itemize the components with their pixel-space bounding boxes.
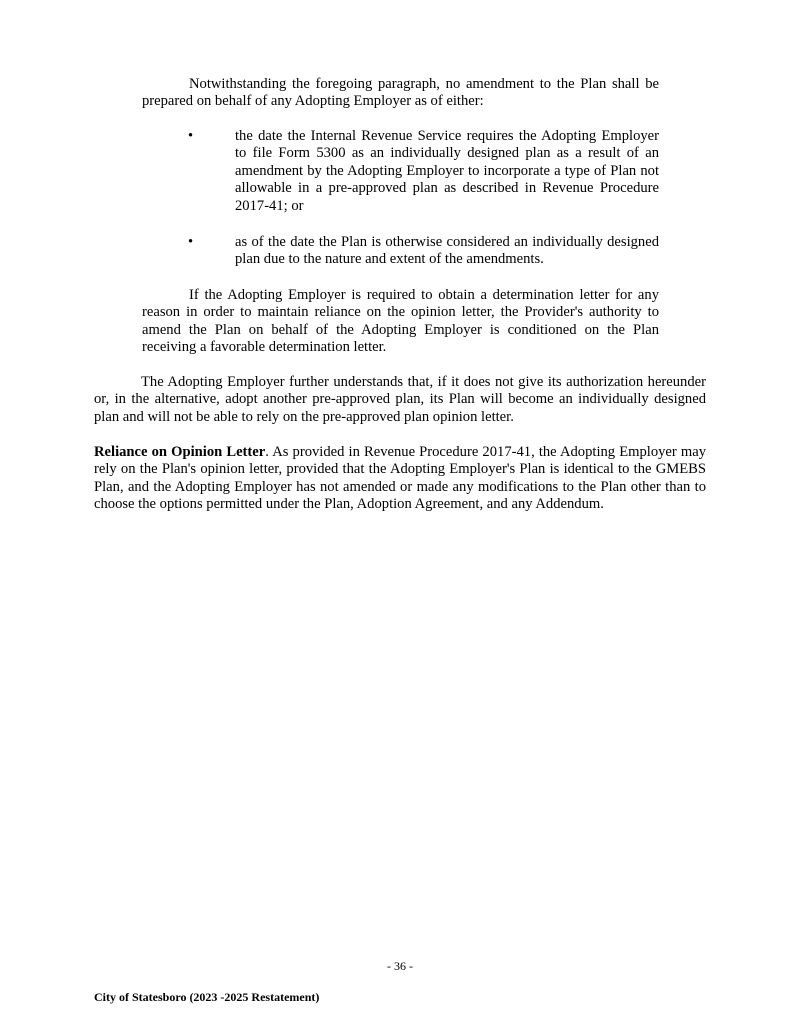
- paragraph-determination-letter: If the Adopting Employer is required to obtain a determination letter for any reason in order to maintain reliance on the opinion letter, the Provider's authority to amend the Plan on behalf of the Adopting Employer is conditioned on the Plan receiving a favorable determination letter.: [142, 287, 659, 356]
- page-number: - 36 -: [387, 959, 413, 973]
- section-heading: Reliance on Opinion Letter: [94, 444, 266, 460]
- bullet-icon: •: [188, 234, 194, 250]
- footer-title: City of Statesboro (2023 -2025 Restatement): [94, 990, 320, 1004]
- paragraph-reliance-on-opinion-letter: [94, 444, 706, 514]
- bullet-icon: •: [188, 128, 194, 144]
- bullet-text: the date the Internal Revenue Service requires the Adopting Employer to file Form 5300 as an individually designed plan as a result of an amendment by the Adopting Employer to incorporate a type of Plan not allowable in a pre-approved plan as described in Revenue Procedure 2017-41; or: [235, 128, 659, 214]
- bullet-text: as of the date the Plan is otherwise considered an individually designed plan due to the nature and extent of the amendments.: [235, 234, 659, 268]
- paragraph-authorization: The Adopting Employer further understands that, if it does not give its authorization hereunder or, in the alternative, adopt another pre-approved plan, its Plan will become an individually designed plan and will not be able to rely on the pre-approved plan opinion letter.: [94, 374, 706, 425]
- section-body: . As provided in Revenue Procedure 2017-41, the Adopting Employer may rely on the Plan's opinion letter, provided that the Adopting Employer's Plan is identical to the GMEBS Plan, and the Adopting Employer has not amended or made any modifications to the Plan other than to choose the options permitted under the Plan, Adoption Agreement, and any Addendum.: [94, 444, 706, 513]
- paragraph-notwithstanding: Notwithstanding the foregoing paragraph, no amendment to the Plan shall be prepared on behalf of any Adopting Employer as of either:: [142, 76, 659, 110]
